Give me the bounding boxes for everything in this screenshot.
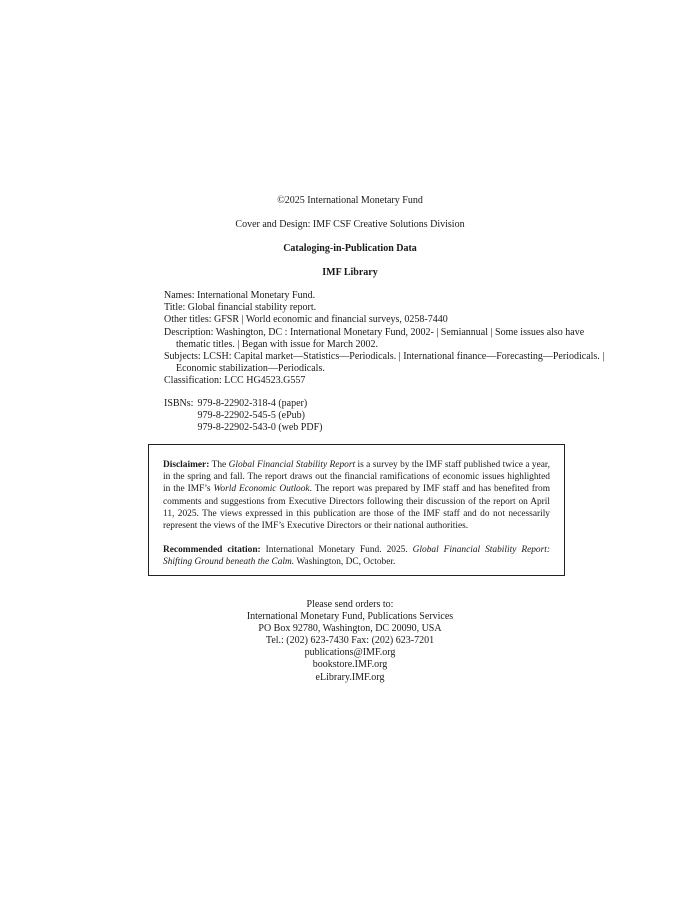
isbn-label: ISBNs: <box>164 398 194 409</box>
orders-bookstore-link[interactable]: bookstore.IMF.org <box>312 659 388 671</box>
orders-address: PO Box 92780, Washington, DC 20090, USA <box>258 623 442 635</box>
cip-title: Title: Global financial stability report. <box>164 302 317 314</box>
disclaimer-box <box>148 444 565 576</box>
isbn-web-pdf: 979-8-22902-543-0 (web PDF) <box>197 422 323 434</box>
report-title: Global Financial Stability Report <box>228 460 356 470</box>
orders-email-link[interactable]: publications@IMF.org <box>304 647 396 659</box>
orders-phone-fax: Tel.: (202) 623-7430 Fax: (202) 623-7201 <box>265 635 435 647</box>
orders-publisher: International Monetary Fund, Publications Services <box>246 611 454 623</box>
cip-description: Description: Washington, DC : International Monetary Fund, 2002- | Semiannual | Some issues also have thematic titles. | Began with issue for March 2002. <box>164 326 585 350</box>
isbn-list <box>164 398 464 435</box>
orders-contact <box>0 599 700 684</box>
copyright-line: ©2025 International Monetary Fund <box>277 195 423 206</box>
cip-classification: Classification: LCC HG4523.G557 <box>164 375 306 387</box>
library-heading: IMF Library <box>322 267 378 278</box>
disclaimer-label: Disclaimer: <box>163 460 210 470</box>
isbn-paper: 979-8-22902-318-4 (paper) <box>197 398 308 409</box>
isbn-epub: 979-8-22902-545-5 (ePub) <box>197 410 305 422</box>
orders-intro: Please send orders to: <box>306 599 394 610</box>
citation-paragraph: Recommended citation: International Monetary Fund. 2025. Global Financial Stability Report: Shifting Ground beneath the Calm. Washington, DC, October. <box>163 545 550 568</box>
citation-label: Recommended citation: <box>163 545 261 556</box>
cip-names: Names: International Monetary Fund. <box>164 290 316 301</box>
cip-heading: Cataloging-in-Publication Data <box>283 243 417 254</box>
cip-other-titles: Other titles: GFSR | World economic and financial surveys, 0258-7440 <box>164 314 448 326</box>
cip-subjects: Subjects: LCSH: Capital market—Statistics—Periodicals. | International finance—Forecasting—Periodicals. | Economic stabilization—Periodicals. <box>164 351 605 375</box>
cover-design-credit: Cover and Design: IMF CSF Creative Solutions Division <box>235 219 465 230</box>
weo-title: World Economic Outlook <box>213 484 310 495</box>
disclaimer-paragraph: Disclaimer: The Global Financial Stability Report is a survey by the IMF staff published twice a year, in the spring and fall. The report draws out the financial ramifications of economic issues highlighted in the IMF’s World Economic Outlook. The report was prepared by IMF staff and has benefited from comments and suggestions from Executive Directors following their discussion of the report on April 11, 2025. The views expressed in this publication are those of the IMF staff and do not necessarily represent the views of the IMF’s Executive Directors or their national authorities. <box>163 460 551 532</box>
orders-elibrary-link[interactable]: eLibrary.IMF.org <box>315 671 385 683</box>
cip-entries <box>164 290 614 388</box>
citation-title: Global Financial Stability Report: Shifting Ground beneath the Calm. <box>163 545 550 568</box>
